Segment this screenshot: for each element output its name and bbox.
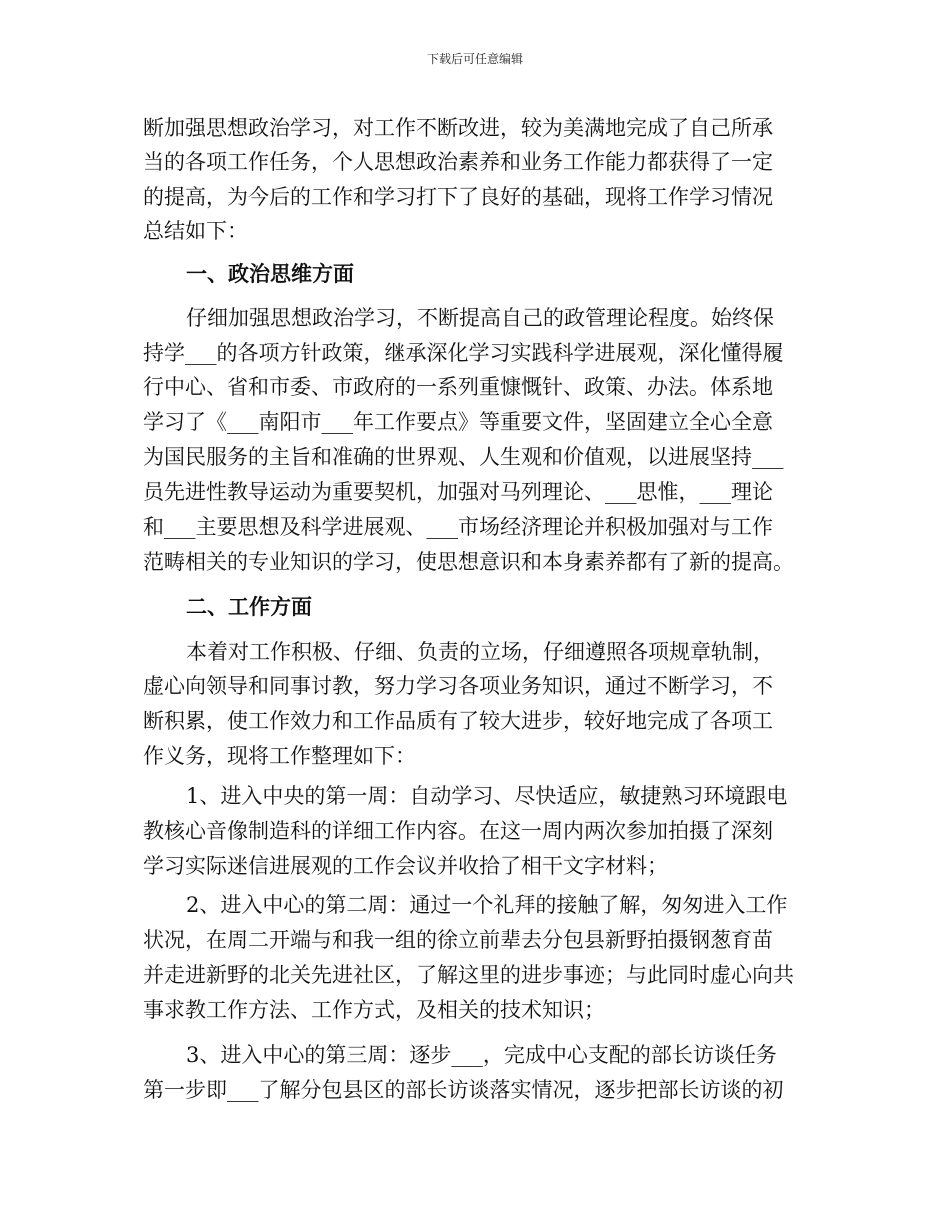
body-line: 1、进入中央的第一周：自动学习、尽快适应，敏捷熟习环境跟电 bbox=[186, 784, 788, 808]
body-line: 的提高，为今后的工作和学习打下了良好的基础，现将工作学习情况 bbox=[143, 185, 773, 209]
body-line: 并走进新野的北关先进社区，了解这里的进步事迹；与此同时虚心向共 bbox=[143, 963, 794, 987]
body-line: 行中心、省和市委、市政府的一系列重慷慨针、政策、办法。体系地 bbox=[143, 375, 773, 399]
body-line: 教核心音像制造科的详细工作内容。在这一周内两次参加拍摄了深刻 bbox=[143, 819, 773, 843]
body-line: 断加强思想政治学习，对工作不断改进，较为美满地完成了自己所承 bbox=[143, 116, 773, 140]
body-line: 仔细加强思想政治学习，不断提高自己的政管理论程度。始终保 bbox=[186, 306, 774, 330]
body-line: 学习实际迷信进展观的工作会议并收拾了相干文字材料； bbox=[143, 854, 668, 878]
body-line: 作义务，现将工作整理如下： bbox=[143, 744, 416, 768]
body-line: 员先进性教导运动为重要契机，加强对马列理论、___思惟，___理论 bbox=[143, 480, 773, 504]
body-line: 事求教工作方法、工作方式，及相关的技术知识； bbox=[143, 998, 605, 1022]
section-heading-work: 二、工作方面 bbox=[186, 595, 312, 619]
body-line: 总结如下： bbox=[143, 219, 248, 243]
body-line: 和___主要思想及科学进展观、___市场经济理论并积极加强对与工作 bbox=[143, 515, 773, 539]
body-line: 持学___的各项方针政策，继承深化学习实践科学进展观，深化懂得履 bbox=[143, 341, 784, 365]
page-header: 下载后可任意编辑 bbox=[426, 52, 523, 66]
body-line: 2、进入中心的第二周：通过一个礼拜的接触了解，匆匆进入工作 bbox=[186, 893, 788, 917]
body-line: 学习了《___南阳市___年工作要点》等重要文件，坚固建立全心全意 bbox=[143, 410, 773, 434]
body-line: 当的各项工作任务，个人思想政治素养和业务工作能力都获得了一定 bbox=[143, 150, 773, 174]
body-line: 本着对工作积极、仔细、负责的立场，仔细遵照各项规章轨制， bbox=[186, 640, 774, 664]
body-line: 虚心向领导和同事讨教，努力学习各项业务知识，通过不断学习，不 bbox=[143, 674, 773, 698]
body-line: 为国民服务的主旨和准确的世界观、人生观和价值观，以进展坚持___ bbox=[143, 445, 784, 469]
body-line: 断积累，使工作效力和工作品质有了较大进步，较好地完成了各项工 bbox=[143, 709, 773, 733]
body-line: 状况，在周二开端与和我一组的徐立前辈去分包县新野拍摄钢葱育苗 bbox=[143, 928, 773, 952]
body-line: 第一步即___了解分包县区的部长访谈落实情况，逐步把部长访谈的初 bbox=[143, 1078, 784, 1102]
section-heading-politics: 一、政治思维方面 bbox=[186, 262, 354, 286]
body-line: 范畴相关的专业知识的学习，使思想意识和本身素养都有了新的提高。 bbox=[143, 550, 794, 574]
body-line: 3、进入中心的第三周：逐步___，完成中心支配的部长访谈任务 bbox=[186, 1043, 777, 1067]
